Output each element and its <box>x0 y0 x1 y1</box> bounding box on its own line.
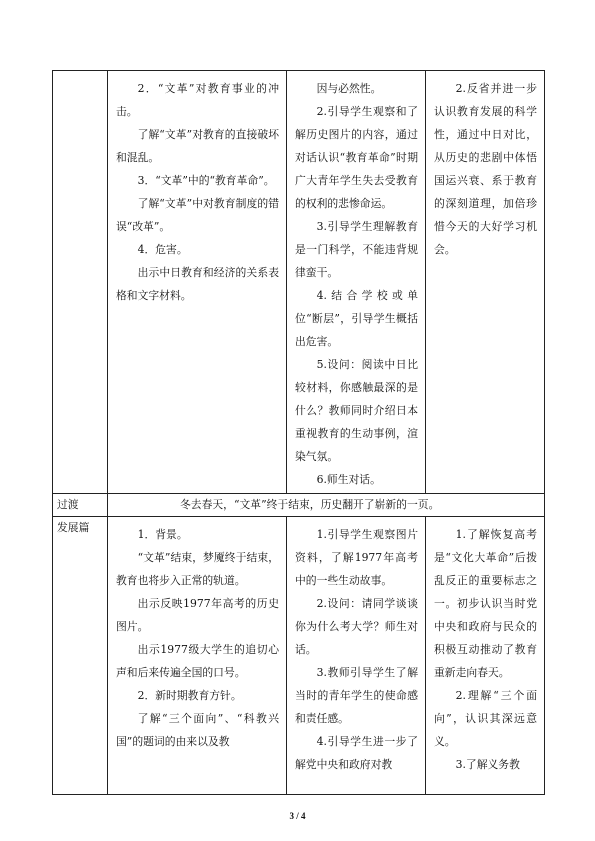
transition-label-cell <box>53 494 108 517</box>
paragraph: 1．背景。 <box>137 528 188 541</box>
paragraph: 了解“三个面向”、“科教兴国”的题词的由来以及教 <box>116 712 279 748</box>
content-text <box>108 71 286 309</box>
paragraph: 因与必然性。 <box>316 82 382 95</box>
activity-text <box>287 517 425 778</box>
stage-label <box>53 71 107 75</box>
paragraph: 4．危害。 <box>137 243 188 256</box>
paragraph: 3.引导学生理解教育是一门科学，不能违背规律蛮干。 <box>295 220 418 279</box>
paragraph: “文革”结束，梦魇终于结束，教育也将步入正常的轨道。 <box>116 551 279 587</box>
paragraph: 出示1977级大学生的追切心声和后来传遍全国的口号。 <box>116 643 279 679</box>
content-cell <box>108 517 287 795</box>
development-row <box>53 517 545 795</box>
transition-label: 过渡 <box>57 498 79 511</box>
activity-text <box>287 71 425 493</box>
paragraph: 了解“文革”中对教育制度的错误“改革”。 <box>116 197 279 233</box>
development-label: 发展篇 <box>57 521 90 534</box>
paragraph: 出示中日教育和经济的关系表格和文字材料。 <box>116 266 279 302</box>
content-text <box>108 517 286 755</box>
paragraph: 出示反映1977年高考的历史图片。 <box>116 597 279 633</box>
transition-text: 冬去春天，“文革”终于结束，历史翻开了崭新的一页。 <box>180 498 440 511</box>
paragraph: 3.了解义务教 <box>455 758 520 771</box>
paragraph: 4.结合学校或单位“断层”，引导学生概括出危害。 <box>295 289 418 348</box>
lesson-plan-table <box>52 70 545 795</box>
goal-cell <box>426 517 545 795</box>
paragraph: 2．新时期教育方针。 <box>137 689 242 702</box>
activity-cell <box>287 517 426 795</box>
transition-row <box>53 494 545 517</box>
paragraph: 5.设问：阅读中日比较材料，你感触最深的是什么？教师同时介绍日本重视教育的生动事例，渲染气氛。 <box>295 358 418 463</box>
page-number: 3 / 4 <box>289 811 306 821</box>
paragraph: 3．“文革”中的“教育革命”。 <box>137 174 275 187</box>
transition-text-cell <box>108 494 545 517</box>
paragraph: 1.引导学生观察图片资料，了解1977年高考中的一些生动故事。 <box>295 528 418 587</box>
paragraph: 2．“文革”对教育事业的冲击。 <box>116 82 279 118</box>
development-label-cell <box>53 517 108 795</box>
stage-label-cell <box>53 71 108 494</box>
paragraph: 了解“文革”对教育的直接破坏和混乱。 <box>116 128 279 164</box>
paragraph: 4.引导学生进一步了解党中央和政府对教 <box>295 735 418 771</box>
paragraph: 6.师生对话。 <box>316 473 381 486</box>
paragraph: 2.反省并进一步认识教育发展的科学性，通过中日对比，从历史的悲剧中体悟国运兴衰、系于教育的深刻道理，加倍珍惜今天的大好学习机会。 <box>434 82 537 256</box>
paragraph: 3.教师引导学生了解当时的青年学生的使命感和责任感。 <box>295 666 418 725</box>
goal-cell <box>426 71 545 494</box>
paragraph: 2.引导学生观察和了解历史图片的内容，通过对话认识“教育革命”时期广大青年学生失去受教育的权利的悲惨命运。 <box>295 105 418 210</box>
paragraph: 2.理解“三个面向”，认识其深远意义。 <box>434 689 537 748</box>
table-row <box>53 71 545 494</box>
goal-text <box>426 517 544 778</box>
paragraph: 1.了解恢复高考是“文化大革命”后拨乱反正的重要标志之一。初步认识当时党中央和政府与民众的积极互动推动了教育重新走向春天。 <box>434 528 537 679</box>
goal-text <box>426 71 544 263</box>
paragraph: 2.设问：请同学谈谈你为什么考大学？师生对话。 <box>295 597 418 656</box>
activity-cell <box>287 71 426 494</box>
content-cell <box>108 71 287 494</box>
